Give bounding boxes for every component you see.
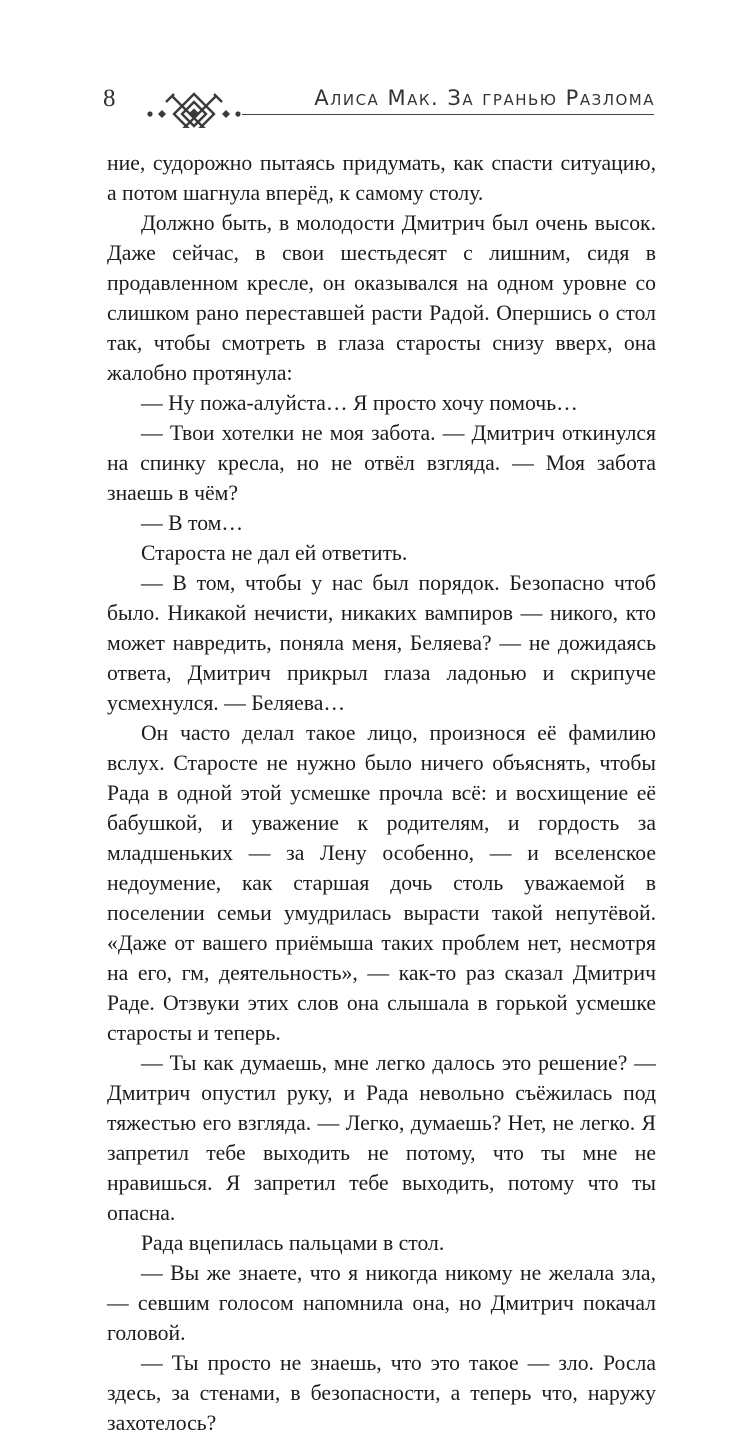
paragraph: — В том… [141,511,244,535]
paragraph: — Вы же знаете, что я никогда никому не желала зла, — севшим голосом напомнила она, но Дмитрич покачал головой. [107,1261,656,1345]
running-title: Алиса Мак. За гранью Разлома [314,86,655,110]
paragraph: — Ну пожа-алуйста… Я просто хочу помочь… [141,391,578,415]
paragraph: Староста не дал ей ответить. [141,541,408,565]
page-number: 8 [103,85,116,112]
folk-ornament-icon [146,80,242,128]
paragraph: Должно быть, в молодости Дмитрич был очень высок. Даже сейчас, в свои шестьдесят с лишним, сидя в продавленном кресле, он оказывался на одном уровне со слишком рано переставшей расти Радой. Опершись о стол так, чтобы смотреть в глаза старосты снизу вверх, она жалобно протянула: [107,211,656,385]
paragraph: Он часто делал такое лицо, произнося её фамилию вслух. Старосте не нужно было ничего объяснять, чтобы Рада в одной этой усмешке прочла всё: и восхищение её бабушкой, и уважение к родителям, и гордость за младшеньких — за Лену особенно, — и вселенское недоумение, как старшая дочь столь уважаемой в поселении семьи умудрилась вырасти такой непутёвой. «Даже от вашего приёмыша таких проблем нет, несмотря на его, гм, деятельность», — как-то раз сказал Дмитрич Раде. Отзвуки этих слов она слышала в горькой усмешке старосты и теперь. [107,721,656,1045]
paragraph: ние, судорожно пытаясь придумать, как спасти ситуацию, а потом шагнула вперёд, к самому столу. [107,151,656,205]
paragraph: — Твои хотелки не моя забота. — Дмитрич откинулся на спинку кресла, но не отвёл взгляда. — Моя забота знаешь в чём? [107,421,656,505]
paragraph: — Ты как думаешь, мне легко далось это решение? — Дмитрич опустил руку, и Рада невольно съёжилась под тяжестью его взгляда. — Легко, думаешь? Нет, не легко. Я запретил тебе выходить не потому, что ты мне не нравишься. Я запретил тебе выходить, потому что ты опасна. [107,1051,656,1225]
running-header [0,0,737,140]
page-body [107,148,656,1438]
paragraph: — Ты просто не знаешь, что это такое — зло. Росла здесь, за стенами, в безопасности, а теперь что, наружу захотелось? [107,1351,656,1435]
paragraph: Рада вцепилась пальцами в стол. [141,1231,445,1255]
header-rule [242,114,654,115]
paragraph: — В том, чтобы у нас был порядок. Безопасно чтоб было. Никакой нечисти, никаких вампиров — никого, кто может навредить, поняла меня, Беляева? — не дожидаясь ответа, Дмитрич прикрыл глаза ладонью и скрипуче усмехнулся. — Беляева… [107,571,656,715]
